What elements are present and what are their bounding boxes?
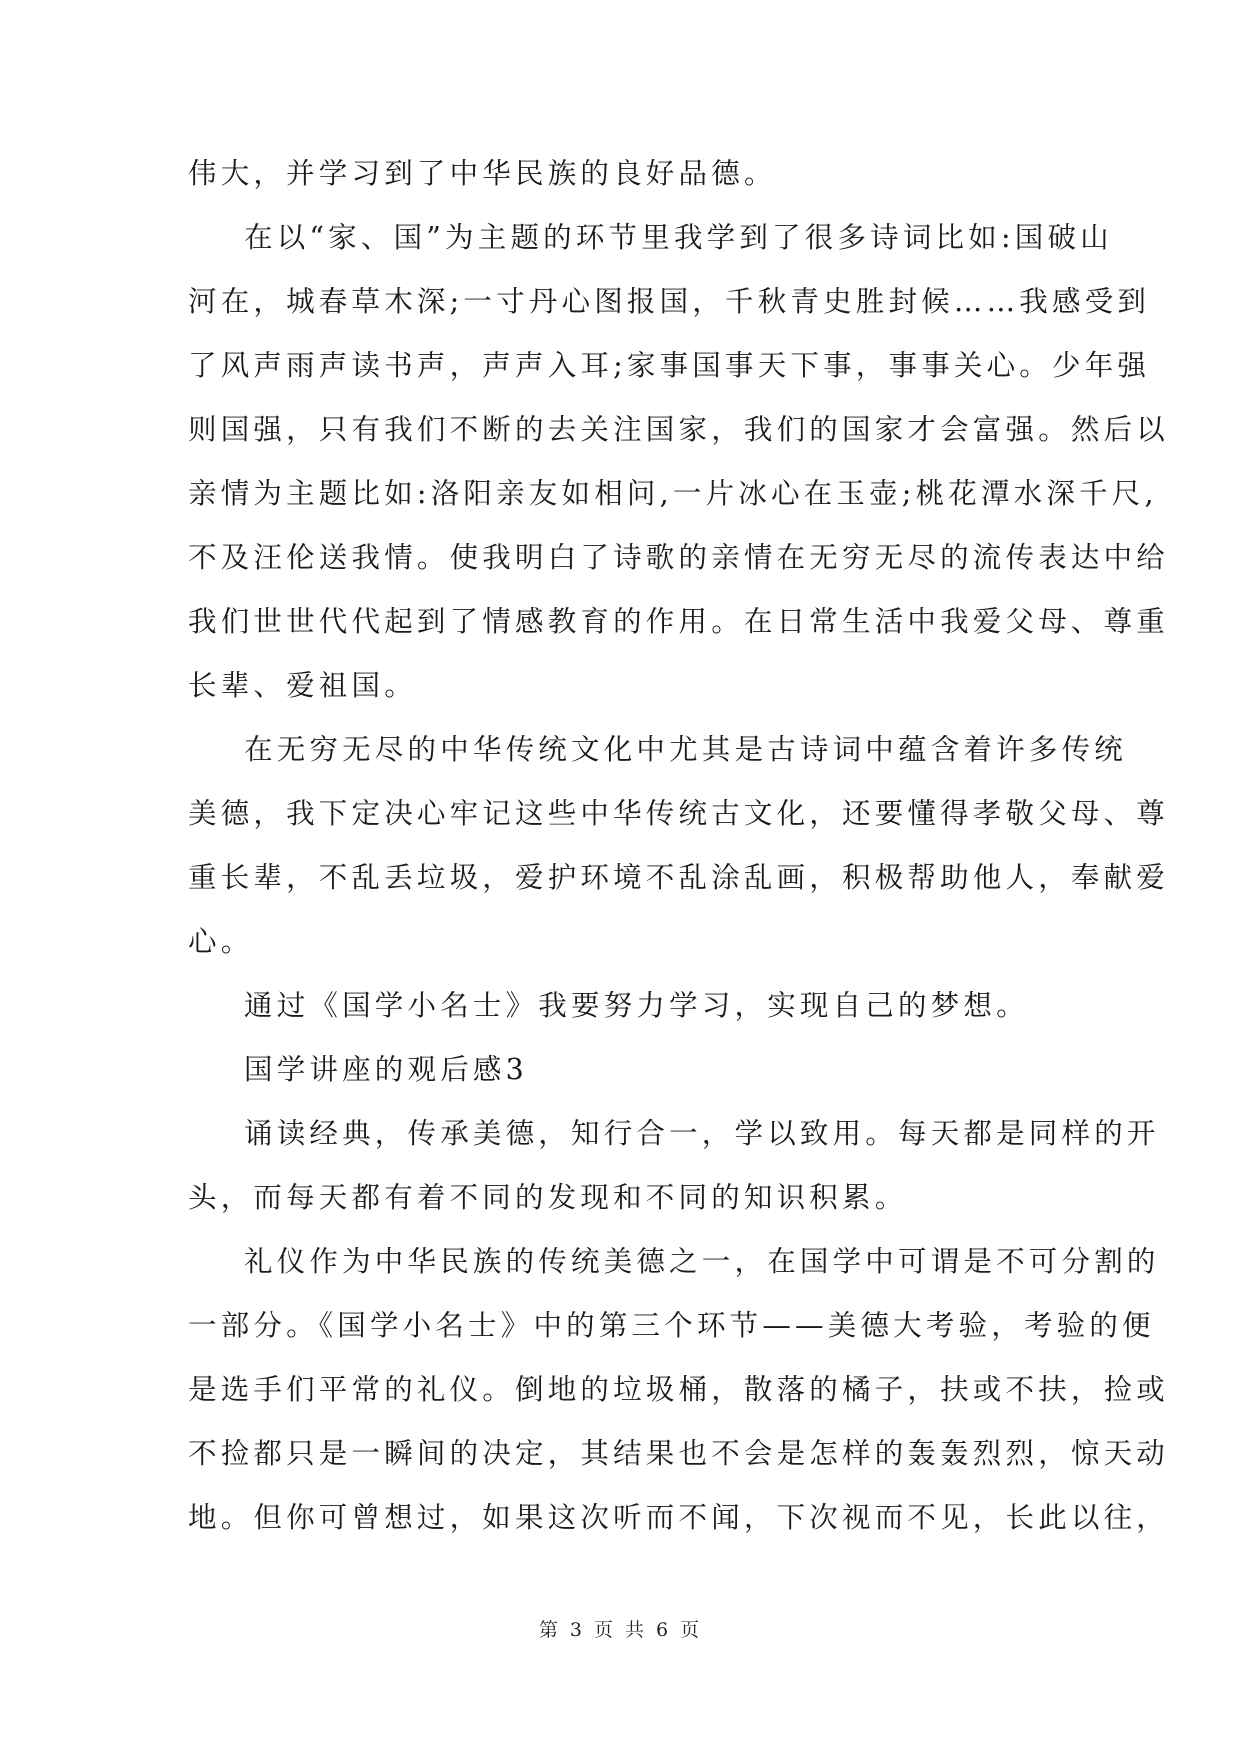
paragraph-first-line: 礼仪作为中华民族的传统美德之一，在国学中可谓是不可分割的	[244, 1245, 1160, 1278]
text-line: 亲情为主题比如:洛阳亲友如相问,一片冰心在玉壶;桃花潭水深千尺,	[188, 477, 1158, 510]
text-line: 我们世世代代起到了情感教育的作用。在日常生活中我爱父母、尊重	[188, 605, 1170, 638]
text-line: 河在，城春草木深;一寸丹心图报国，千秋青史胜封候……我感受到	[188, 285, 1151, 318]
paragraph-first-line: 在以“家、国”为主题的环节里我学到了很多诗词比如:国破山	[244, 221, 1113, 254]
text-line: 地。但你可曾想过，如果这次听而不闻，下次视而不见，长此以往，	[188, 1501, 1170, 1534]
text-line: 重长辈，不乱丢垃圾，爱护环境不乱涂乱画，积极帮助他人，奉献爱	[188, 861, 1170, 894]
text-line: 是选手们平常的礼仪。倒地的垃圾桶，散落的橘子，扶或不扶，捡或	[188, 1373, 1170, 1406]
text-line: 不及汪伦送我情。使我明白了诗歌的亲情在无穷无尽的流传表达中给	[188, 541, 1170, 574]
text-line: 心。	[188, 925, 254, 958]
text-line: 不捡都只是一瞬间的决定，其结果也不会是怎样的轰轰烈烈，惊天动	[188, 1437, 1170, 1470]
text-line: 了风声雨声读书声，声声入耳;家事国事天下事，事事关心。少年强	[188, 349, 1151, 382]
page-number-footer: 第 3 页 共 6 页	[538, 1619, 703, 1641]
paragraph-first-line: 通过《国学小名士》我要努力学习，实现自己的梦想。	[244, 989, 1029, 1022]
text-line: 头，而每天都有着不同的发现和不同的知识积累。	[188, 1181, 908, 1214]
text-line: 伟大，并学习到了中华民族的良好品德。	[188, 157, 777, 190]
paragraph-first-line: 在无穷无尽的中华传统文化中尤其是古诗词中蕴含着许多传统	[244, 733, 1127, 766]
paragraph-first-line: 诵读经典，传承美德，知行合一，学以致用。每天都是同样的开	[244, 1117, 1160, 1150]
section-heading: 国学讲座的观后感3	[244, 1053, 528, 1086]
text-line: 则国强，只有我们不断的去关注国家，我们的国家才会富强。然后以	[188, 413, 1170, 446]
text-line: 长辈、爱祖国。	[188, 669, 417, 702]
text-line: 美德，我下定决心牢记这些中华传统古文化，还要懂得孝敬父母、尊	[188, 797, 1170, 830]
text-line: 一部分。《国学小名士》中的第三个环节——美德大考验，考验的便	[188, 1309, 1155, 1342]
